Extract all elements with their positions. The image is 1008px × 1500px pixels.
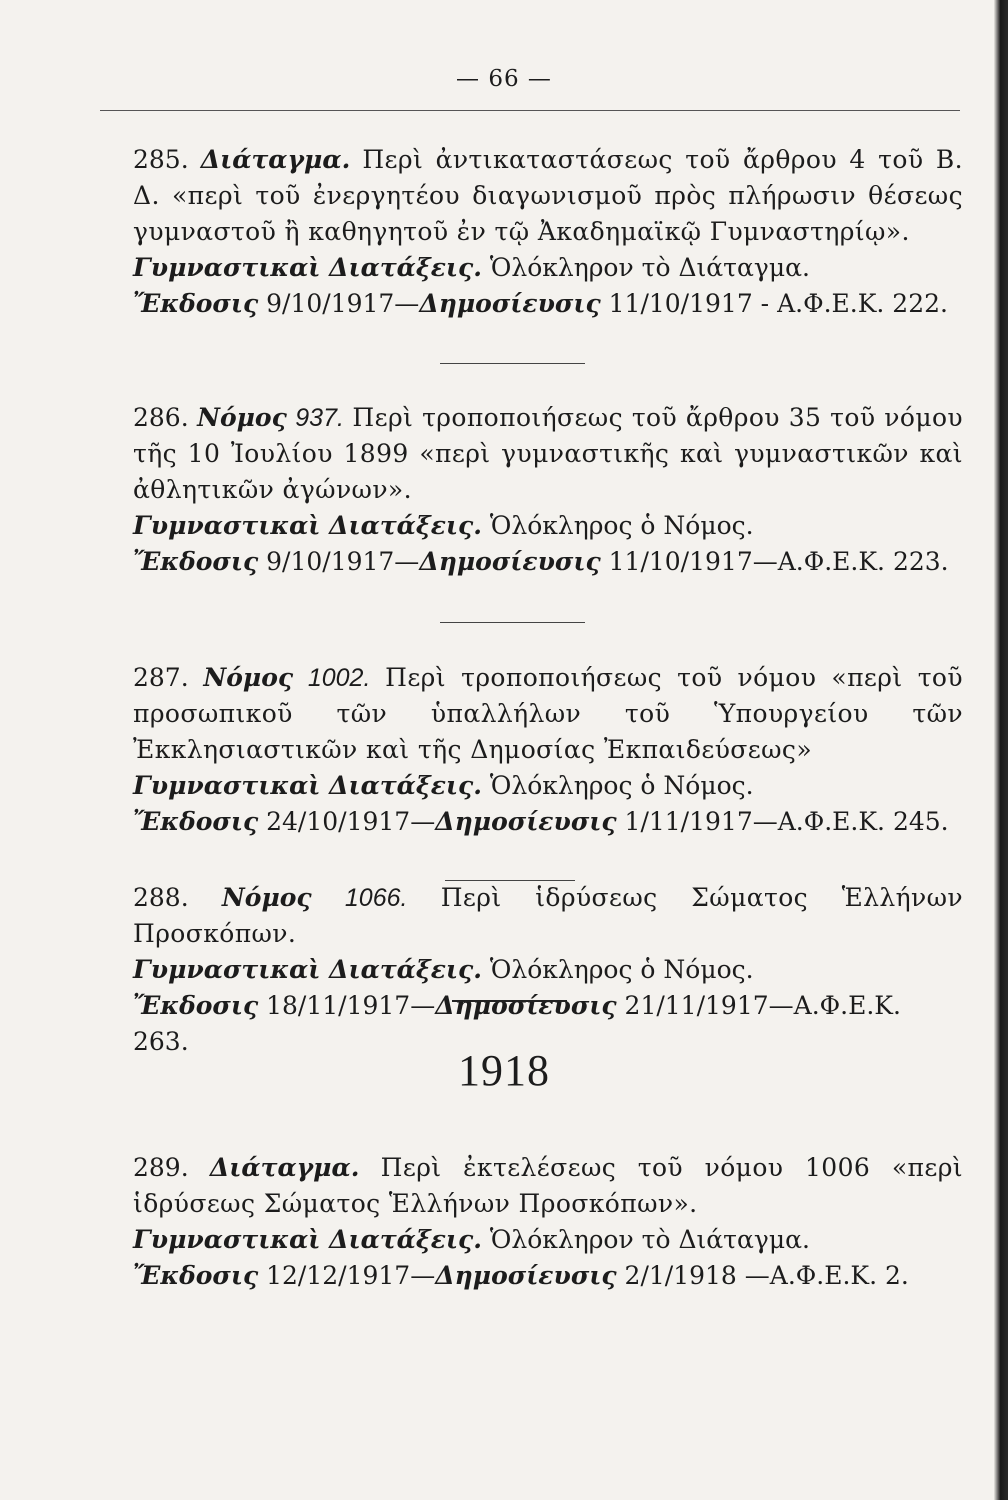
entry-number: 285.: [133, 145, 189, 174]
entry-title: Περὶ ἀντικαταστάσεως τοῦ ἄρθρου 4 τοῦ Β. Δ. «περὶ τοῦ ἐνεργητέου διαγωνισμοῦ πρὸς πλήρωσιν θέσεως γυμναστοῦ ἢ καθηγητοῦ ἐν τῷ Ἀκαδημαϊκῷ Γυμναστηρίῳ».: [133, 145, 963, 246]
provisions-text: Ὁλόκληρον τὸ Διάταγμα.: [489, 253, 810, 282]
entry-title-paragraph: [133, 400, 963, 508]
entry-number: 289.: [133, 1153, 189, 1182]
publication-text: 21/11/1917—Α.Φ.Ε.Κ. 263.: [133, 991, 901, 1056]
publication-label: Δημοσίευσις: [435, 1261, 617, 1290]
entry-title-paragraph: [133, 142, 963, 250]
entry-title: Περὶ τροποποιήσεως τοῦ νόμου «περὶ τοῦ προσωπικοῦ τῶν ὑπαλλήλων τοῦ Ὑπουργείου τῶν Ἐκκλησιαστικῶν καὶ τῆς Δημοσίας Ἐκπαιδεύσεως»: [133, 663, 963, 764]
provisions-label: Γυμναστικαὶ Διατάξεις.: [133, 511, 482, 540]
entry-286: [133, 400, 963, 580]
publication-label: Δημοσίευσις: [435, 807, 617, 836]
provisions-line: [133, 250, 963, 286]
entry-number: 286.: [133, 403, 189, 432]
entry-number: 287.: [133, 663, 189, 692]
entry-title-paragraph: [133, 880, 963, 952]
issue-date: 12/12/1917—: [266, 1261, 436, 1290]
year-heading: 1918: [458, 1046, 550, 1095]
provisions-label: Γυμναστικαὶ Διατάξεις.: [133, 253, 482, 282]
provisions-line: [133, 1222, 963, 1258]
publication-text: 2/1/1918 —Α.Φ.Ε.Κ. 2.: [624, 1261, 909, 1290]
issue-label: Ἔκδοσις: [133, 991, 259, 1020]
section-rule: [452, 1000, 567, 1002]
entry-type: Διάταγμα.: [209, 1153, 360, 1182]
publication-text: 11/10/1917 - Α.Φ.Ε.Κ. 222.: [608, 289, 948, 318]
issue-label: Ἔκδοσις: [133, 807, 259, 836]
separator-rule: [440, 363, 585, 364]
provisions-line: [133, 952, 963, 988]
provisions-text: Ὁλόκληρον τὸ Διάταγμα.: [489, 1225, 810, 1254]
entry-title-paragraph: [133, 1150, 963, 1222]
issue-line: [133, 804, 963, 840]
entry-type: Νόμος: [203, 663, 294, 692]
entry-title: Περὶ ἱδρύσεως Σώματος Ἑλλήνων Προσκόπων.: [133, 883, 964, 948]
provisions-text: Ὁλόκληρος ὁ Νόμος.: [489, 511, 754, 540]
entry-number: 288.: [133, 883, 189, 912]
page-number: — 66 —: [456, 66, 552, 92]
issue-label: Ἔκδοσις: [133, 1261, 259, 1290]
header-rule: [100, 110, 960, 111]
provisions-line: [133, 768, 963, 804]
issue-date: 9/10/1917—: [266, 547, 420, 576]
issue-line: [133, 544, 963, 580]
provisions-label: Γυμναστικαὶ Διατάξεις.: [133, 955, 482, 984]
entry-288: [133, 880, 963, 1060]
publication-text: 1/11/1917—Α.Φ.Ε.Κ. 245.: [624, 807, 949, 836]
entry-type-number: 1002.: [307, 664, 371, 692]
entry-title-paragraph: [133, 660, 963, 768]
issue-line: [133, 1258, 963, 1294]
publication-label: Δημοσίευσις: [435, 991, 617, 1020]
provisions-label: Γυμναστικαὶ Διατάξεις.: [133, 1225, 482, 1254]
page-edge-shadow: [994, 0, 1008, 1500]
issue-date: 24/10/1917—: [266, 807, 436, 836]
entry-type: Νόμος: [197, 403, 287, 432]
entry-289: [133, 1150, 963, 1294]
entry-type-number: 937.: [295, 404, 344, 432]
separator-rule: [440, 622, 585, 623]
issue-label: Ἔκδοσις: [133, 289, 259, 318]
issue-label: Ἔκδοσις: [133, 547, 259, 576]
provisions-line: [133, 508, 963, 544]
entry-285: [133, 142, 963, 322]
provisions-text: Ὁλόκληρος ὁ Νόμος.: [489, 955, 754, 984]
provisions-text: Ὁλόκληρος ὁ Νόμος.: [489, 771, 754, 800]
issue-date: 9/10/1917—: [266, 289, 420, 318]
publication-label: Δημοσίευσις: [419, 547, 601, 576]
entry-type: Νόμος: [221, 883, 312, 912]
issue-date: 18/11/1917—: [266, 991, 436, 1020]
entry-type-number: 1066.: [344, 884, 408, 912]
provisions-label: Γυμναστικαὶ Διατάξεις.: [133, 771, 482, 800]
entry-type: Διάταγμα.: [200, 145, 351, 174]
publication-label: Δημοσίευσις: [419, 289, 601, 318]
issue-line: [133, 286, 963, 322]
entry-287: [133, 660, 963, 840]
entry-title: Περὶ ἐκτελέσεως τοῦ νόμου 1006 «περὶ ἱδρύσεως Σώματος Ἑλλήνων Προσκόπων».: [133, 1153, 963, 1218]
publication-text: 11/10/1917—Α.Φ.Ε.Κ. 223.: [608, 547, 949, 576]
entry-title: Περὶ τροποποιήσεως τοῦ ἄρθρου 35 τοῦ νόμου τῆς 10 Ἰουλίου 1899 «περὶ γυμναστικῆς καὶ γυμναστικῶν καὶ ἀθλητικῶν ἀγώνων».: [133, 403, 964, 504]
